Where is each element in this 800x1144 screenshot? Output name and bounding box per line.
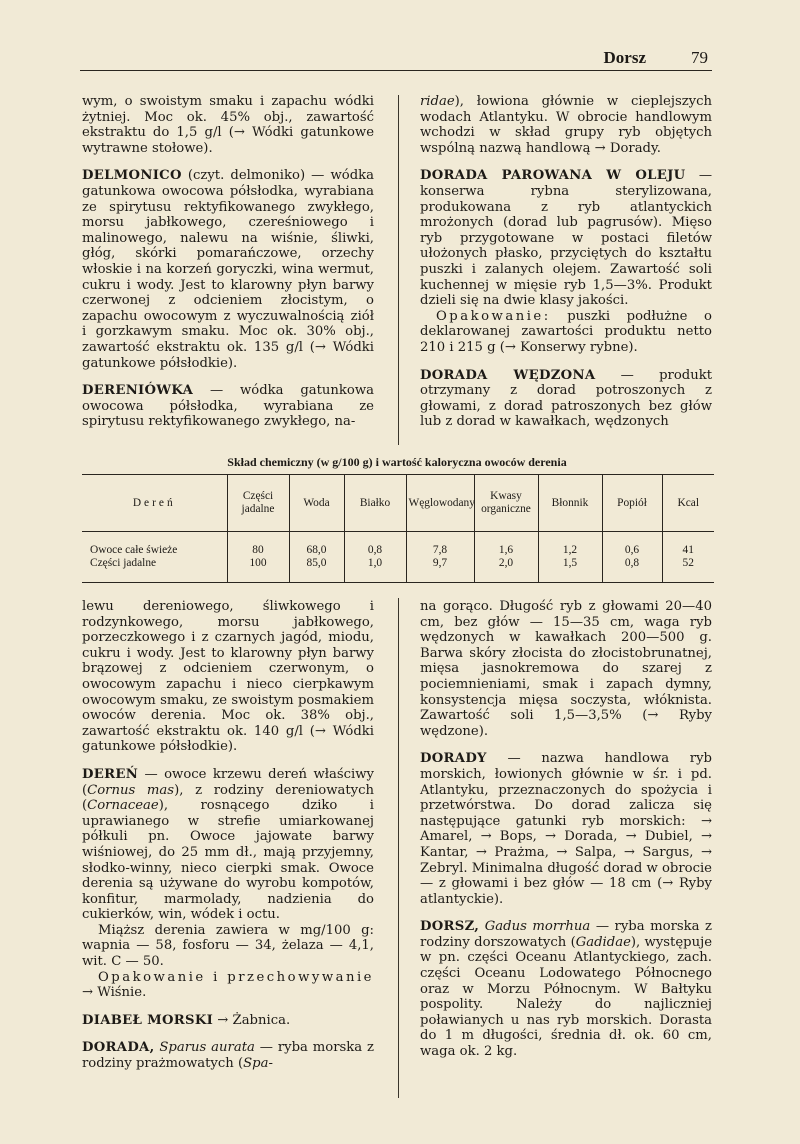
entry-text: — ryba morska z rodziny dorszowatych ( — [420, 919, 712, 950]
column-bottom-right — [420, 599, 712, 1060]
table-cell: 85,0 — [306, 557, 327, 569]
table-cell: 0,8 — [624, 557, 640, 569]
cell-kcal — [662, 532, 714, 583]
entry-delmonico — [82, 168, 374, 371]
packaging-label: Opakowanie: — [436, 308, 551, 324]
entry-dereniowka — [82, 383, 374, 430]
entry-text: — wódka gatunkowa owocowa półsłodka, wyrabiana ze spirytusu rektyfikowanego zwykłego, na- — [82, 383, 374, 430]
entry-text: ), z rodziny dereniowatych ( — [82, 782, 374, 814]
table-cell: 2,0 — [498, 557, 514, 569]
entry-dorada-wedzona — [420, 368, 712, 430]
table-cell: 1,5 — [562, 557, 578, 569]
column-top-right — [420, 94, 712, 430]
packaging-note — [82, 970, 374, 1001]
entry-text: ), występuje w pn. części Oceanu Atlantyckiego, zach. części Oceanu Lodowatego Północnego oraz w Morzu Północnym. W Bałtyku pospolity. Należy do najliczniej poławianych u nas ryb morskich. Dorasta do 1 m długości, średnia dł. ok. 60 cm, waga ok. 2 kg. — [420, 934, 712, 1060]
cell-czesci-jadalne — [227, 532, 289, 583]
column-header: Popiół — [602, 475, 662, 532]
entry-dorady — [420, 751, 712, 907]
column-divider-top — [398, 95, 399, 445]
packaging-note — [420, 309, 712, 356]
table-cell: 7,8 — [432, 544, 448, 556]
cell-woda — [289, 532, 344, 583]
packaging-label: Opakowanie i przechowywanie — [98, 969, 374, 985]
entry-text: (czyt. delmoniko) — wódka gatunkowa owocowa półsłodka, wyrabiana ze spirytusu rektyfikowanego zwykłego, morsu jabłkowego, czereśniowego i malinowego, nalewu na wiśnie, śliwki, głóg, skórki pomarańczowe, orzechy włoskie i na korzeń goryczki, wina wermut, cukru i wody. Jest to klarowny płyn barwy czerwonej z odcieniem złocistym, o zapachu owocowym z wyczuwalnością ziół i gorzkawym smaku. Moc ok. 30% obj., zawartość ekstraktu ok. 135 g/l (→ Wódki gatunkowe półsłodkie). — [82, 168, 374, 371]
column-bottom-left — [82, 599, 374, 1072]
column-header: Białko — [344, 475, 406, 532]
table-cell: 0,8 — [367, 544, 383, 556]
paragraph-continuation: wym, o swoistym smaku i zapachu wódki żytniej. Moc ok. 45% obj., zawartość ekstraktu do 1,5 g/l (→ Wódki gatunkowe wytrawne stołowe). — [82, 94, 374, 156]
entry-text: → Żabnica. — [213, 1012, 291, 1028]
paragraph-continuation: na gorąco. Długość ryb z głowami 20—40 cm, bez głów — 15—35 cm, waga ryb wędzonych w kawałkach 200—500 g. Barwa skóry złocista do złocistobrunatnej, mięsa jasnokremowa do szarej z pociemnieniami, smak i zapach dymny, konsystencja mięsa soczysta, włóknista. Zawartość soli 1,5—3,5% (→ Ryby wędzone). — [420, 599, 712, 739]
column-header: Węglowodany — [406, 475, 474, 532]
headword-deren: DEREŃ — [82, 766, 139, 782]
column-header: Kcal — [662, 475, 714, 532]
running-head-title: Dorsz — [603, 48, 646, 67]
table-cell: 68,0 — [306, 544, 327, 556]
column-header: Kwasy organiczne — [474, 475, 538, 532]
row-labels — [82, 532, 227, 583]
column-header: Błonnik — [538, 475, 602, 532]
pulp-composition: Miąższ derenia zawiera w mg/100 g: wapnia — 58, fosforu — 34, żelaza — 4,1, wit. C — 50. — [82, 922, 374, 970]
entry-text: ), łowiona głównie w cieplejszych wodach Atlantyku. W obrocie handlowym wchodzi w skład grupy ryb objętych wspólną nazwą handlową → Dorady. — [420, 94, 712, 156]
latin-name: Gadus morrhua — [484, 919, 591, 935]
entry-dorada — [82, 1040, 374, 1071]
headword-delmonico: DELMONICO — [82, 168, 182, 184]
entry-text: — produkt otrzymany z dorad potroszonych z głowami, z dorad patroszonych bez głów lub z dorad w kawałkach, wędzonych — [420, 367, 712, 430]
headword-dorada: DORADA, — [82, 1040, 155, 1056]
table-cell: 9,7 — [432, 557, 448, 569]
column-divider-bottom — [398, 598, 399, 1098]
headword-dorada-wedzona: DORADA WĘDZONA — [420, 367, 596, 383]
entry-text: — konserwa rybna sterylizowana, produkowana z ryb atlantyckich mrożonych (dorad lub pagrusów). Mięso ryb przygotowane w postaci filetów ułożonych płasko, przyciętych do kształtu puszki i zalanych olejem. Zawartość soli kuchennej w mięsie ryb 1,5—3%. Produkt dzieli się na dwie klasy jakości. — [420, 168, 713, 309]
entry-text: — nazwa handlowa ryb morskich, łowionych głównie w śr. i pd. Atlantyku, przeznaczonych do spożycia i przetwórstwa. Do dorad zalicza się następujące gatunki ryb morskich: → Amarel, → Bops, → Dorada, → Dubiel, → Kantar, → Prażma, → Salpa, → Sargus, → Zebryl. Minimalna długość dorad w obrocie — z głowami i bez głów — 18 cm (→ Ryby atlantyckie). — [420, 751, 712, 907]
latin-name: Sparus aurata — [159, 1040, 255, 1056]
entry-dorada-parowana — [420, 168, 712, 308]
cell-kwasy — [474, 532, 538, 583]
table-cell: 100 — [249, 557, 267, 569]
column-header: Części jadalne — [227, 475, 289, 532]
headword-dorady: DORADY — [420, 751, 487, 767]
cell-bialko — [344, 532, 406, 583]
table-header-row — [82, 475, 714, 532]
headword-diabel-morski: DIABEŁ MORSKI — [82, 1012, 214, 1028]
headword-dorada-parowana: DORADA PAROWANA W OLEJU — [420, 168, 686, 184]
entry-dorsz — [420, 919, 712, 1059]
cell-weglowodany — [406, 532, 474, 583]
column-header: Dereń — [82, 475, 227, 532]
latin-name: ridae — [420, 94, 455, 109]
table-cell: 1,2 — [562, 544, 578, 556]
row-label: Owoce całe świeże — [90, 544, 178, 556]
table-cell: 41 — [682, 544, 694, 556]
latin-name: Spa- — [243, 1056, 273, 1072]
nutrition-table — [82, 474, 714, 583]
running-header — [80, 48, 712, 71]
column-top-left — [82, 94, 374, 430]
latin-name: Gadidae — [575, 934, 631, 950]
entry-deren — [82, 767, 374, 923]
headword-dereniowka: DERENIÓWKA — [82, 383, 194, 399]
packaging-text: puszki podłużne o deklarowanej zawartości produktu netto 210 i 215 g (→ Konserwy rybne). — [420, 308, 712, 355]
paragraph-continuation: lewu dereniowego, śliwkowego i rodzynkowego, morsu jabłkowego, porzeczkowego i z czarnych jagód, miodu, cukru i wody. Jest to klarowny płyn barwy brązowej z odcieniem czerwonym, o owocowym zapachu i nieco cierpkawym owocowym smaku, ze swoistym posmakiem owoców derenia. Moc ok. 38% obj., zawartość ekstraktu ok. 140 g/l (→ Wódki gatunkowe półsłodkie). — [82, 599, 374, 755]
table-cell: 1,0 — [367, 557, 383, 569]
cell-blonnik — [538, 532, 602, 583]
table-cell: 1,6 — [498, 544, 514, 556]
cell-popiol — [602, 532, 662, 583]
entry-text: — owoce krzewu dereń właściwy ( — [82, 766, 374, 798]
table-row — [82, 532, 714, 583]
row-label: Części jadalne — [90, 557, 157, 569]
entry-text: — ryba morska z rodziny prażmowatych ( — [82, 1040, 374, 1072]
latin-name: Cornaceae — [87, 798, 159, 814]
paragraph-continuation — [420, 94, 712, 156]
table-cell: 80 — [252, 544, 264, 556]
table-caption: Skład chemiczny (w g/100 g) i wartość kaloryczna owoców derenia — [227, 455, 567, 469]
column-header: Woda — [289, 475, 344, 532]
latin-name: Cornus mas — [87, 782, 175, 798]
page-number: 79 — [691, 48, 708, 67]
entry-text: ), rosnącego dziko i uprawianego w strefie umiarkowanej półkuli pn. Owoce jajowate barwy wiśniowej, do 25 mm dł., mają przyjemny, słodko-winny, nieco cierpki smak. Owoce derenia są używane do wyrobu kompotów, konfitur, marmolady, nadzienia do cukierków, win, wódek i octu. — [82, 798, 374, 923]
table-cell: 52 — [682, 557, 694, 569]
packaging-text: → Wiśnie. — [82, 985, 147, 1001]
headword-dorsz: DORSZ, — [420, 919, 480, 935]
table-cell: 0,6 — [624, 544, 640, 556]
entry-diabel-morski — [82, 1013, 374, 1029]
